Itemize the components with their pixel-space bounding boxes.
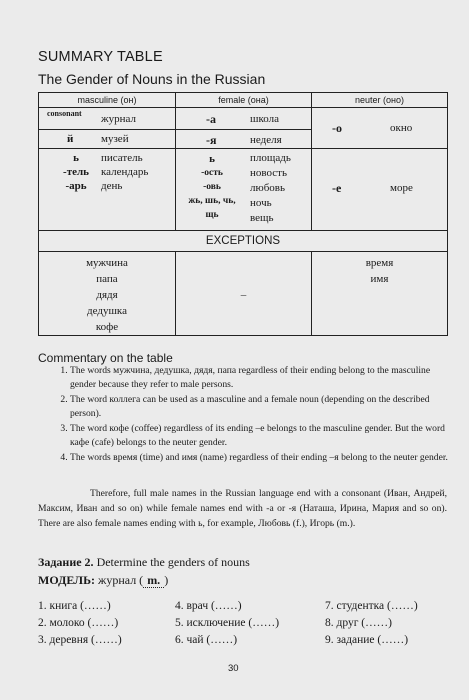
commentary-paragraph: Therefore, full male names in the Russian language end with a consonant (Иван, Андрей, Максим, Иван and so on) while female names end with -а or -я (Наташа, Ирина, Мария and so on). There are also female names ending with ь, for example, Любовь (f.), Игорь (m.). [38, 488, 447, 529]
masc-row-2 [39, 130, 176, 149]
exercise-item: 9. задание (……) [325, 634, 409, 646]
exercise-item: 7. студентка (……) [325, 600, 418, 612]
ending-e: -е [332, 181, 342, 195]
ending-shch: щь [205, 210, 219, 220]
task-label: Задание 2. [38, 555, 94, 569]
ending-ar: -арь [65, 180, 87, 192]
ending-o: -о [332, 121, 342, 135]
ending-tel: -тель [63, 166, 89, 178]
word-shkola: школа [250, 113, 279, 125]
model-word: журнал ( [98, 573, 144, 587]
commentary-item: 2. The word коллега can be used as a masculine and a female noun (depending on the described person). [70, 393, 454, 421]
ending-ost: -ость [201, 168, 223, 178]
exc-word-dedushka: дедушка [87, 305, 127, 317]
exc-fem [176, 252, 312, 336]
commentary-title: Commentary on the table [38, 351, 173, 365]
word-okno: окно [390, 122, 413, 134]
neut-row-3 [312, 149, 448, 231]
word-pisatel: писатель [101, 152, 143, 164]
word-ploshchad: площадь [250, 152, 291, 164]
fem-words [250, 151, 291, 226]
exercise-col-2 [175, 598, 279, 649]
exc-word-kofe: кофе [95, 321, 119, 333]
word-zhurnal: журнал [101, 113, 136, 125]
model-line [38, 573, 168, 588]
exercise-item: 6. чай (……) [175, 634, 238, 646]
exercise-col-3 [325, 598, 418, 649]
ending-i: й [67, 133, 74, 145]
masc-row-3 [39, 149, 176, 231]
word-muzei: музей [101, 133, 129, 145]
summary-title: SUMMARY TABLE [38, 49, 163, 65]
fem-endings [176, 152, 248, 222]
commentary-item: 4. The words время (time) and имя (name) regardless of their ending –я belong to the neuter gender. [70, 451, 454, 465]
fem-row-2 [176, 130, 312, 149]
neut-row-1 [312, 108, 448, 149]
exc-word-papa: папа [96, 273, 118, 285]
ending-a: -а [206, 112, 216, 126]
task-heading [38, 555, 250, 570]
gender-table [38, 92, 448, 336]
exc-neut [312, 252, 448, 336]
exc-word-dyadya: дядя [96, 289, 118, 301]
fem-row-3 [176, 149, 312, 231]
masc-words [101, 151, 148, 193]
ending-soft-f: ь [209, 153, 215, 165]
model-answer: m. [143, 573, 164, 588]
fem-row-1 [176, 108, 312, 130]
ending-ya: -я [206, 133, 217, 147]
exc-fem-dash: – [240, 288, 247, 301]
model-label: МОДЕЛЬ: [38, 573, 96, 587]
page-number: 30 [228, 663, 239, 674]
exercise-item: 3. деревня (……) [38, 634, 122, 646]
word-novost: новость [250, 167, 287, 179]
exc-word-muzhchina: мужчина [86, 257, 128, 269]
model-close: ) [164, 573, 169, 587]
commentary-item: 1. The words мужчина, дедушка, дядя, папа regardless of their ending belong to the masculine gender because they refer to male persons. [70, 364, 454, 392]
word-lyubov: любовь [250, 182, 286, 194]
exercise-item: 2. молоко (……) [38, 617, 119, 629]
word-den: день [101, 180, 123, 192]
ending-ov: -овь [203, 182, 221, 192]
exercise-item: 5. исключение (……) [175, 617, 280, 629]
col-neuter: neuter (оно) [312, 93, 448, 108]
exc-word-imya: имя [370, 273, 389, 285]
task-text: Determine the genders of nouns [96, 555, 250, 569]
word-kalendar: календарь [101, 166, 149, 178]
exercise-item: 4. врач (……) [175, 600, 242, 612]
exc-masc [39, 252, 176, 336]
ending-sibilant: жь, шь, чь, [188, 196, 236, 206]
exercise-item: 1. книга (……) [38, 600, 111, 612]
exercise-item: 8. друг (……) [325, 617, 392, 629]
exc-word-vremya: время [365, 257, 394, 269]
col-masculine: masculine (он) [39, 93, 176, 108]
ending-soft: ь [73, 152, 79, 164]
commentary-list [55, 364, 454, 466]
exercise-col-1 [38, 598, 122, 649]
word-veshch: вещь [250, 212, 274, 224]
ending-consonant: consonant [47, 109, 82, 118]
word-noch: ночь [250, 197, 272, 209]
exceptions-title: EXCEPTIONS [39, 231, 448, 252]
table-title: The Gender of Nouns in the Russian [38, 71, 266, 87]
commentary-item: 3. The word кофе (coffee) regardless of its ending –e belongs to the masculine gender. But the word кафе (cafe) belongs to the neuter gender. [70, 422, 454, 450]
masc-row-1 [39, 108, 176, 130]
masc-endings [61, 151, 91, 193]
word-nedelya: неделя [250, 134, 282, 146]
col-female: female (она) [176, 93, 312, 108]
word-more: море [390, 182, 413, 194]
